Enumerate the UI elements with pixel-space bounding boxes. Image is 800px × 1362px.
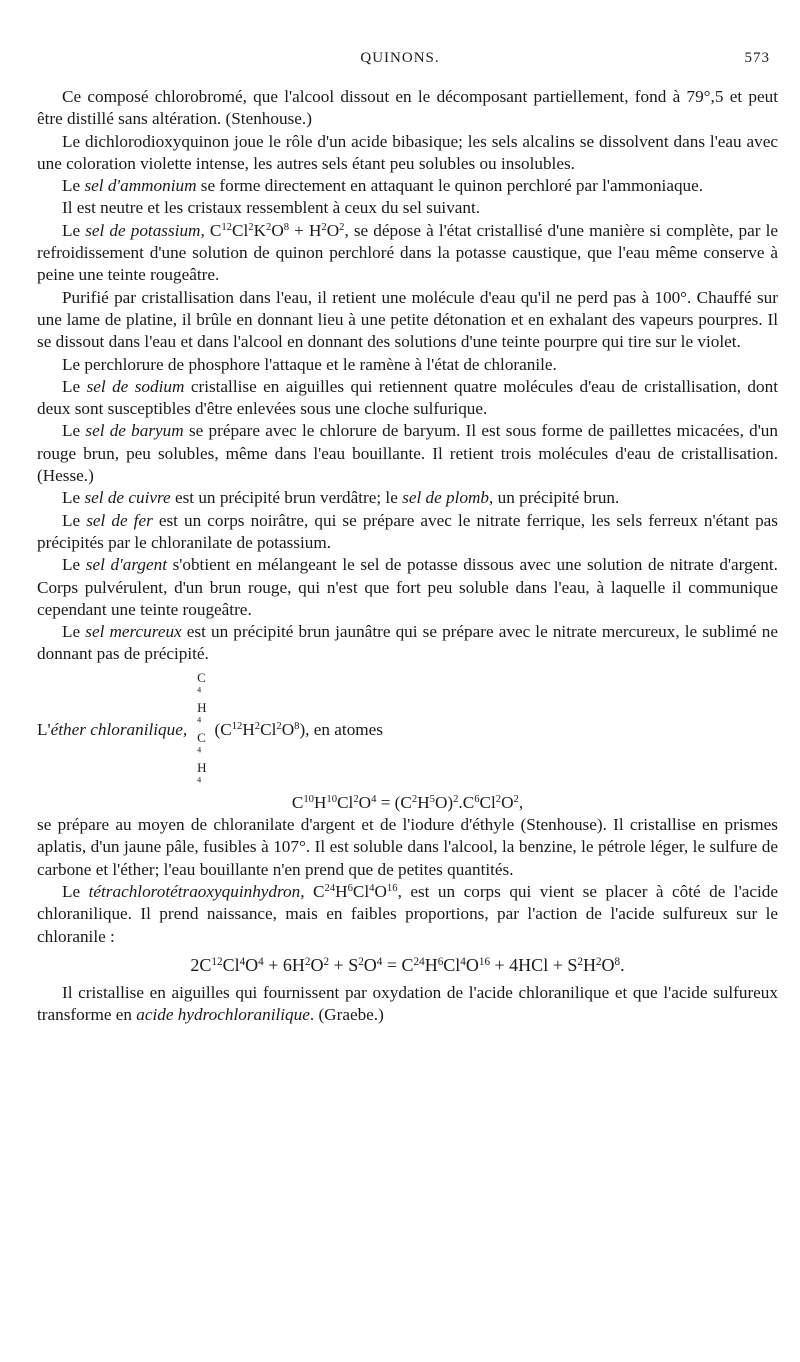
term: sel d'ammonium — [84, 176, 197, 196]
ether-formula-line: L' éther chloranilique, C $^4$ H $^4$ C $^4$ H $^4$ $(C^{12}H^2Cl^2O^8)$, en atomes — [37, 670, 778, 790]
formula-line: $C^{10}H^{10}Cl^2O^4 = (C^2H^5O)^2.C^6Cl^2O^2$, — [291, 792, 524, 812]
running-title: QUINONS. — [360, 50, 440, 66]
term: sel de baryum — [85, 421, 184, 441]
formula: $C^{24}H^6Cl^4O^{16}$ — [304, 881, 398, 901]
term: tétrachlorotétraoxyquinhydron, — [88, 881, 305, 901]
term: sel de cuivre — [84, 488, 171, 508]
paragraph: Le sel de cuivre est un précipité brun verdâtre; le sel de plomb, un précipité brun. — [62, 488, 620, 508]
term: éther chloranilique, — [50, 719, 188, 739]
paragraph: Le sel de potassium, $C^{12}Cl^2K^2O^8 + H^2O^2$, se dépose à l'état cristallisé d'une manière si complète, par le refroidissement d'une solution de quinon perchloré dans la potasse caustique, que l'eau même conserve à peine une teinte rougeâtre. — [37, 220, 778, 285]
paragraph: Purifié par cristallisation dans l'eau, il retient une molécule d'eau qu'il ne perd pas à 100°. Chauffé sur une lame de platine, il brûle en donnant lieu à une petite détonation et en exhalant des vapeurs pourpres. Il se dissout dans l'eau et dans l'alcool en donnant des solutions d'une teinte pourpre qui tire sur le violet. — [37, 287, 778, 352]
paragraph: Le sel d'argent s'obtient en mélangeant le sel de potasse dissous avec une solution de nitrate d'argent. Corps pulvérulent, d'un brun rouge, qui n'est que fort peu soluble dans l'eau, à laquelle il communique cependant une teinte rougeâtre. — [37, 555, 778, 619]
formula: $C^{12}Cl^2K^2O^8 + H^2O^2$ — [204, 220, 345, 240]
paragraph: Le sel mercureux est un précipité brun jaunâtre qui se prépare avec le nitrate mercureux, le sublimé ne donnant pas de précipité. — [37, 622, 778, 664]
reaction-equation: $2C^{12}Cl^4O^4 + 6H^2O^2 + S^2O^4 = C^{24}H^6Cl^4O^{16} + 4HCl + S^2H^2O^8$. — [190, 954, 625, 975]
term: sel d'argent — [85, 555, 167, 575]
term: sel de sodium — [86, 376, 185, 396]
page-header — [0, 50, 800, 72]
paragraph: Le sel de fer est un corps noirâtre, qui se prépare avec le nitrate ferrique, les sels ferreux n'étant pas précipités par le chloranilate de potassium. — [37, 510, 778, 552]
term: acide hydrochloranilique — [136, 1005, 310, 1025]
term: sel de plomb — [402, 488, 490, 508]
paragraph: se prépare au moyen de chloranilate d'argent et de l'iodure d'éthyle (Stenhouse). Il cristallise en prismes aplatis, d'un jaune pâle, fusibles à 107°. Il est soluble dans l'alcool, la benzine, le pétrole léger, le sulfure de carbone et l'éther; l'eau bouillante n'en prend que de petites quantités. — [37, 815, 778, 879]
paragraph: Le perchlorure de phosphore l'attaque et le ramène à l'état de chloranile. — [62, 354, 557, 374]
paragraph: Le sel d'ammonium se forme directement en attaquant le quinon perchloré par l'ammoniaque. — [62, 176, 704, 196]
page-number: 573 — [744, 50, 770, 66]
formula-fraction: C $^4$ H $^4$ C $^4$ H $^4$ — [197, 669, 207, 785]
paragraph: Le sel de sodium cristallise en aiguilles qui retiennent quatre molécules d'eau de cristallisation, dont deux sont susceptibles d'être enlevées sous une cloche sulfurique. — [37, 376, 778, 419]
term: sel de potassium, — [85, 220, 205, 240]
paragraph: Le sel de baryum se prépare avec le chlorure de baryum. Il est sous forme de paillettes micacées, d'un rouge brun, peu solubles, même dans l'eau bouillante. Il retient trois molécules d'eau de cristallisation. (Hesse.) — [37, 421, 778, 486]
paragraph: Ce composé chlorobromé, que l'alcool dissout en le décomposant partiellement, fond à 79°,5 et peut être distillé sans altération. (Stenhouse.) — [37, 87, 778, 129]
paragraph: Il cristallise en aiguilles qui fournissent par oxydation de l'acide chloranilique et que l'acide sulfureux transforme en acide hydrochloranilique. (Graebe.) — [37, 983, 778, 1025]
paragraph: Le dichlorodioxyquinon joue le rôle d'un acide bibasique; les sels alcalins se dissolvent dans l'eau avec une coloration violette intense, les autres sels étant peu solubles ou insolubles. — [37, 131, 778, 173]
paragraph: Le tétrachlorotétraoxyquinhydron, $C^{24}H^6Cl^4O^{16}$, est un corps qui vient se placer à côté de l'acide chloranilique. Il prend naissance, mais en faibles proportions, par l'action de l'acide sulfureux sur le chloranile : — [37, 881, 778, 946]
term: sel mercureux — [85, 622, 182, 642]
formula: $(C^{12}H^2Cl^2O^8)$, — [214, 719, 310, 739]
paragraph: Il est neutre et les cristaux ressemblent à ceux du sel suivant. — [62, 198, 481, 218]
term: sel de fer — [86, 510, 153, 530]
body-text — [37, 86, 778, 1027]
